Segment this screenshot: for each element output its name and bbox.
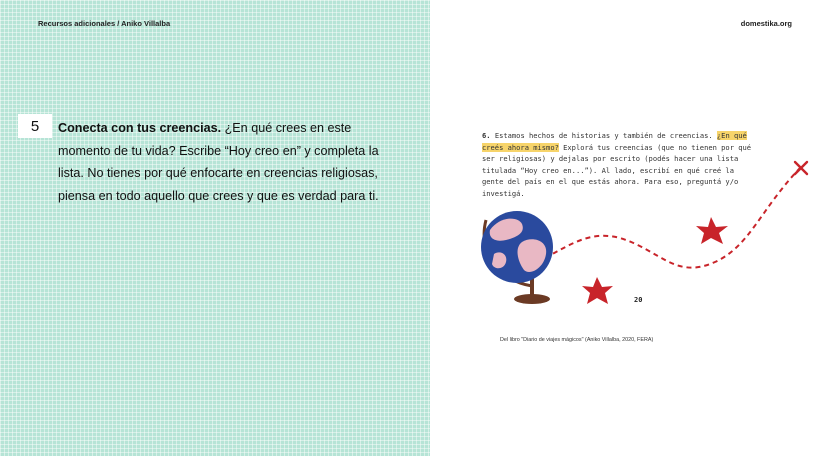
step-number: 5 — [18, 114, 52, 138]
book-text-after: Explorá tus creencias (que no tienen por qué ser religiosas) y dejalas por escrito (podés hacer una lista titulada “Hoy creo en...”). Al lado, escribí en qué creé la gente del país en el que estás ahora. Para eso, preguntá y/o investigá. — [482, 142, 752, 198]
book-item-number: 6. — [482, 131, 491, 140]
globe-illustration — [460, 150, 820, 320]
step-body: ¿En qué crees en este momento de tu vida? Escribe “Hoy creo en” y completa la lista. No tienes por qué enfocarte en creencias religiosas, piensa en todo aquello que crees y que es verdad para ti. — [58, 121, 379, 203]
x-mark-icon — [795, 162, 807, 174]
step-title: Conecta con tus creencias. — [58, 121, 222, 135]
star-icon — [582, 277, 613, 304]
globe-stand-base — [514, 294, 550, 304]
step-text — [58, 117, 403, 207]
book-page-number: 20 — [634, 296, 643, 304]
header-site-name: domestika.org — [740, 19, 792, 28]
dashed-route-path — [545, 168, 800, 268]
header-left-title: Recursos adicionales / Aniko Villalba — [38, 19, 171, 28]
star-icon — [696, 217, 728, 244]
book-text-before: Estamos hechos de historias y también de creencias. — [490, 131, 717, 140]
book-caption: Del libro "Diario de viajes mágicos" (Aniko Villalba, 2020, FERA) — [500, 337, 654, 343]
highlighted-question: ¿En qué creés ahora mismo? — [482, 131, 747, 152]
